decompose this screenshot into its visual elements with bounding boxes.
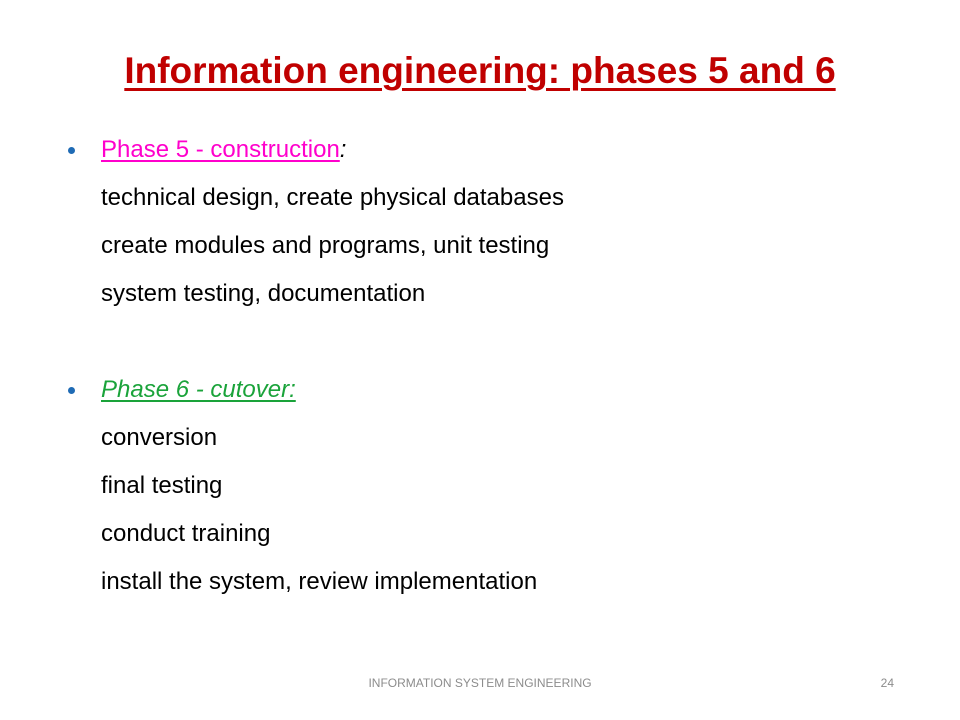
phase-5-heading: Phase 5 - construction [101, 136, 340, 163]
bullet-phase-5 [66, 130, 906, 178]
phase-6-item: install the system, review implementation [101, 568, 538, 595]
section-gap [66, 322, 906, 370]
bullet-dot-icon [68, 147, 75, 154]
phase-5-items [66, 178, 906, 322]
slide-number: 24 [880, 676, 894, 690]
phase-6-item: conduct training [101, 520, 271, 547]
phase-6-item: final testing [101, 472, 223, 499]
bullet-dot-icon [68, 387, 75, 394]
phase-5-section [66, 130, 906, 322]
phase-5-heading-wrap [101, 130, 346, 170]
phase-5-item: create modules and programs, unit testing [101, 232, 550, 259]
phase-6-item: conversion [101, 424, 218, 451]
phase-5-item: system testing, documentation [101, 280, 426, 307]
phase-5-item: technical design, create physical databases [101, 184, 564, 211]
slide-title: Information engineering: phases 5 and 6 [124, 50, 836, 91]
phase-6-section [66, 370, 906, 610]
phase-6-items [66, 418, 906, 610]
slide-content [66, 130, 906, 610]
bullet-phase-6 [66, 370, 906, 418]
footer-text: INFORMATION SYSTEM ENGINEERING [368, 676, 592, 690]
phase-6-heading-wrap [101, 370, 296, 410]
phase-6-heading: Phase 6 - cutover: [101, 376, 296, 403]
phase-5-heading-suffix: : [339, 136, 347, 163]
